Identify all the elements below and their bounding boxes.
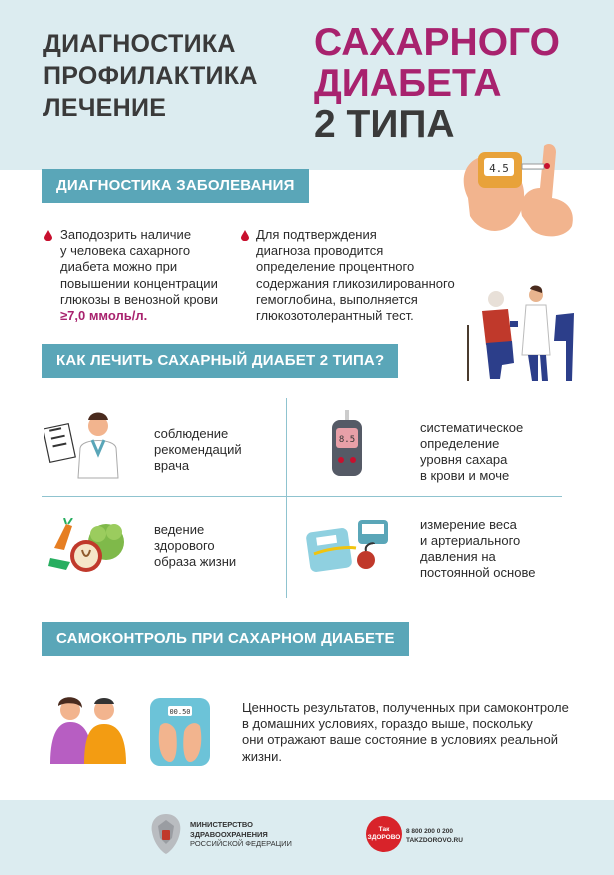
text-line: ведение — [154, 522, 205, 537]
people-icon — [44, 694, 132, 766]
text-line: жизни. — [242, 748, 282, 764]
scale-reading: 00.50 — [169, 708, 191, 716]
doctor-patient-icon — [460, 285, 580, 385]
section-diagnostics-title: ДИАГНОСТИКА ЗАБОЛЕВАНИЯ — [42, 169, 309, 203]
text-line: уровня сахара — [420, 452, 508, 467]
header-subject-line: ДИАГНОСТИКА — [43, 30, 236, 58]
treatment-item-2 — [420, 420, 523, 484]
ministry-line: РОССИЙСКОЙ ФЕДЕРАЦИИ — [190, 839, 292, 848]
takzdorovo-logo — [366, 816, 402, 852]
grid-divider-horizontal — [42, 496, 562, 497]
text-line: определение — [420, 436, 500, 451]
title-line-1: САХАРНОГО — [314, 21, 560, 64]
header-subject-line: ПРОФИЛАКТИКА — [43, 62, 258, 90]
treatment-item-1 — [154, 426, 242, 474]
text-line: Ценность результатов, полученных при самоконтроле — [242, 700, 569, 715]
text-line: соблюдение — [154, 426, 229, 441]
selfcontrol-text — [242, 700, 569, 765]
text-line: в крови и моче — [420, 468, 510, 483]
text-line: рекомендаций — [154, 442, 242, 457]
text-line: они отражают ваше состояние в условиях реальной — [242, 732, 558, 748]
page-title — [314, 22, 560, 145]
text-line: содержания гликозилированного — [256, 275, 455, 291]
text-line: врача — [154, 458, 190, 473]
site-link[interactable]: TAKZDOROVO.RU — [406, 837, 463, 844]
text-line: Для подтверждения — [256, 227, 377, 242]
ministry-name — [190, 820, 292, 849]
doctor-icon — [44, 408, 126, 480]
glucometer-reading: 8.5 — [338, 435, 356, 445]
logo-text: Так ЗДОРОВО — [367, 826, 401, 841]
vegetables-icon — [46, 518, 128, 576]
text-line: диабета можно при — [60, 259, 178, 275]
glucometer-icon — [330, 410, 364, 478]
text-line: глюкозы в венозной крови — [60, 291, 218, 307]
grid-divider-vertical — [286, 398, 287, 598]
blood-drop-icon — [44, 230, 52, 241]
diagnostics-text-2 — [256, 227, 455, 324]
treatment-item-4 — [420, 517, 535, 581]
glucose-threshold: ≥7,0 ммоль/л. — [60, 308, 148, 324]
text-line: в домашних условиях, гораздо выше, поскольку — [242, 716, 533, 732]
text-line: измерение веса — [420, 517, 517, 532]
text-line: здорового — [154, 538, 215, 553]
hotline — [406, 827, 463, 845]
diagnostics-text-1 — [60, 227, 218, 324]
text-line: повышении концентрации — [60, 275, 218, 291]
footer-band — [0, 800, 614, 875]
text-line: гемоглобина, выполняется — [256, 291, 418, 307]
treatment-item-3 — [154, 522, 236, 570]
text-line: постоянной основе — [420, 565, 536, 580]
header-subject-line: ЛЕЧЕНИЕ — [43, 94, 167, 122]
text-line: образа жизни — [154, 554, 237, 569]
title-line-2: ДИАБЕТА — [314, 62, 502, 105]
bathroom-scale-icon — [148, 696, 212, 768]
text-line: диагноза проводится — [256, 243, 384, 259]
text-line: Заподозрить наличие — [60, 227, 192, 242]
phone-number: 8 800 200 0 200 — [406, 828, 453, 835]
text-line: определение процентного — [256, 259, 415, 275]
hand-meter-reading: 4.5 — [489, 162, 509, 175]
section-selfcontrol-title: САМОКОНТРОЛЬ ПРИ САХАРНОМ ДИАБЕТЕ — [42, 622, 409, 656]
ministry-line: ЗДРАВООХРАНЕНИЯ — [190, 829, 268, 839]
title-line-3: 2 ТИПА — [314, 103, 455, 146]
header-subjects — [43, 28, 258, 124]
hand-glucometer-icon — [448, 138, 588, 243]
text-line: и артериального — [420, 533, 521, 548]
section-treatment-title: КАК ЛЕЧИТЬ САХАРНЫЙ ДИАБЕТ 2 ТИПА? — [42, 344, 398, 378]
text-line: систематическое — [420, 420, 524, 435]
scale-tonometer-icon — [304, 516, 396, 576]
text-line: глюкозотолерантный тест. — [256, 308, 414, 324]
ministry-emblem-icon — [148, 812, 184, 856]
text-line: давления на — [420, 549, 496, 564]
text-line: у человека сахарного — [60, 243, 191, 259]
ministry-line: МИНИСТЕРСТВО — [190, 820, 253, 829]
blood-drop-icon — [241, 230, 249, 241]
